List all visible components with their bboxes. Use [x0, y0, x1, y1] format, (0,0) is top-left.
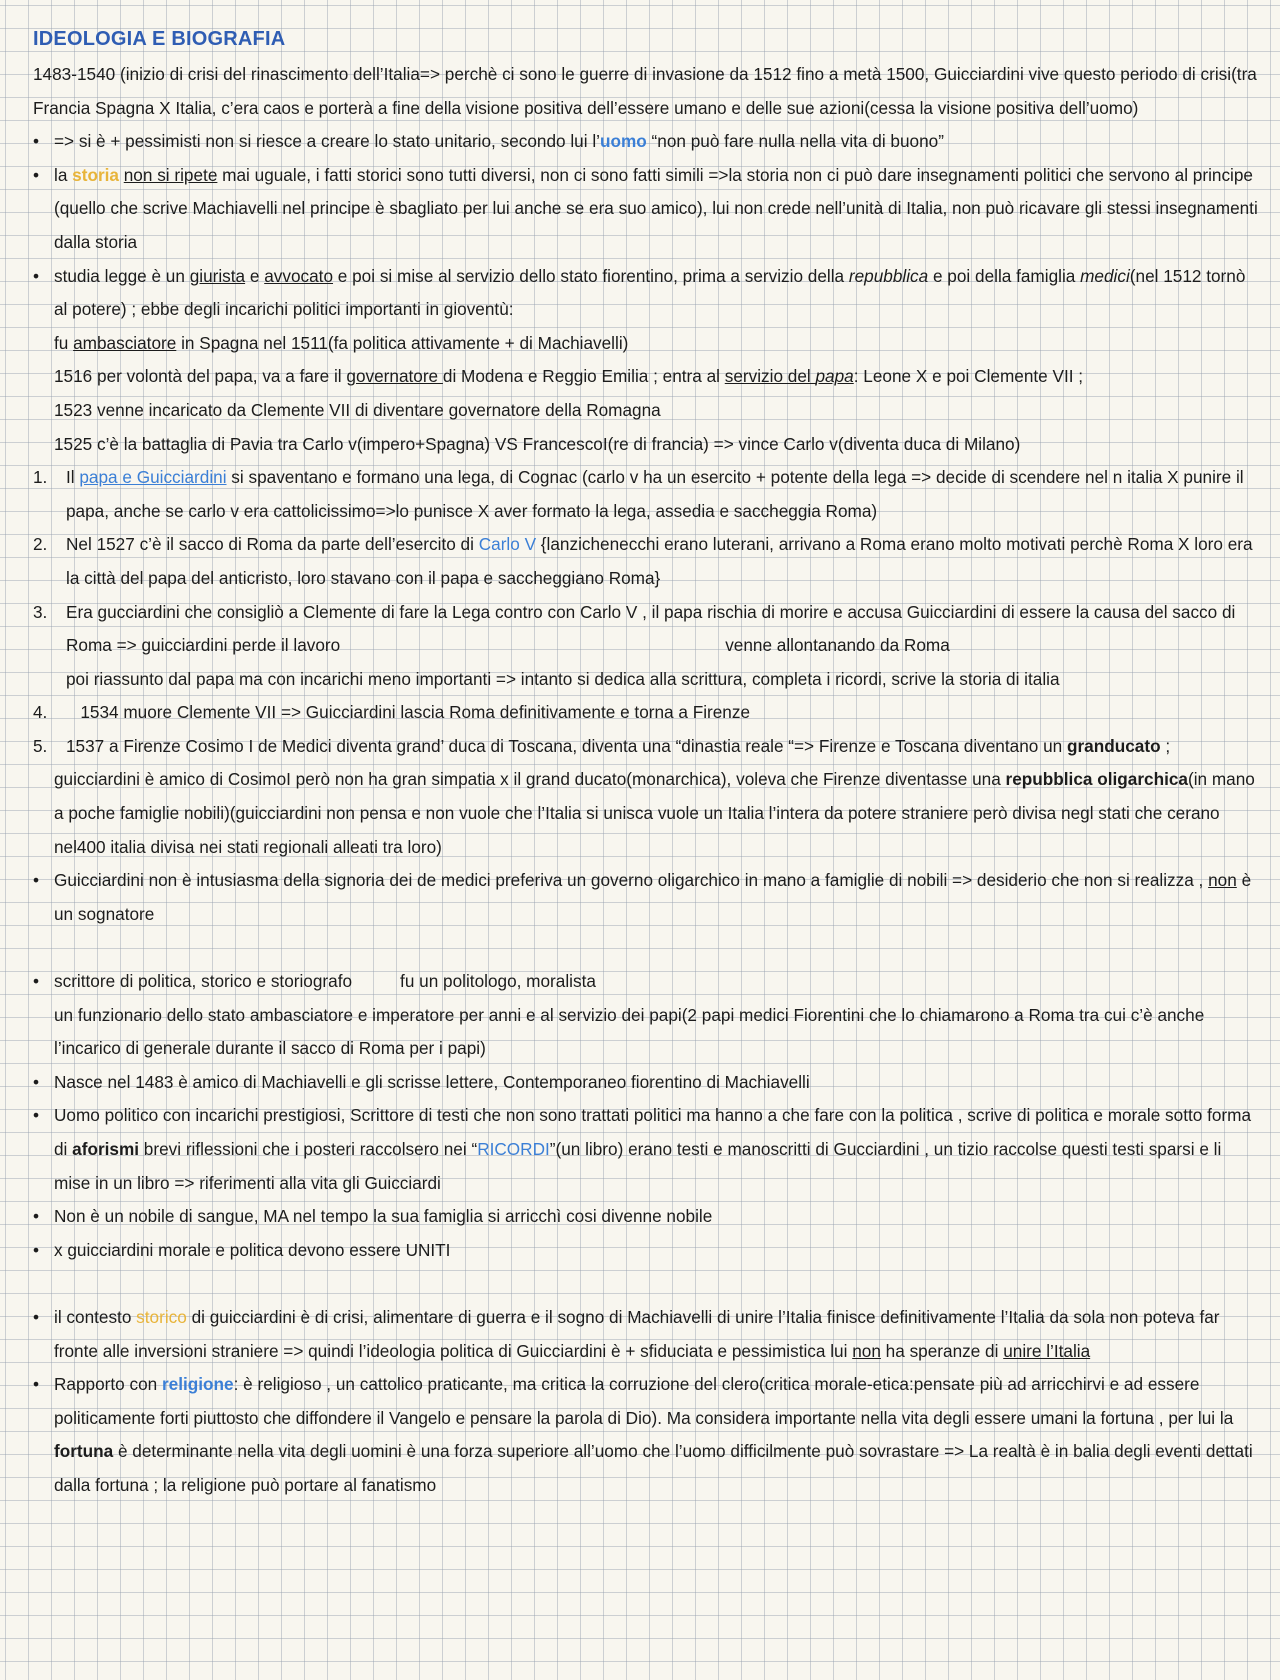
- list-item: • Non è un nobile di sangue, MA nel tempo la sua famiglia si arricchì cosi divenne nobile: [33, 1200, 1258, 1234]
- list-item: • Rapporto con religione: è religioso , un cattolico praticante, ma critica la corruzione del clero(critica morale-etica:pensate più ad arricchirvi e ad essere politicamente forti piuttosto che diffondere il Vangelo e pensare la parola di Dio). Ma considera importante nella vita degli essere umani la fortuna , per lui la fortuna è determinante nella vita degli uomini è una forza superiore all’uomo che l’uomo difficilmente può sovrastare => La realtà è in balia degli eventi dettati dalla fortuna ; la religione può portare al fanatismo: [33, 1368, 1258, 1502]
- list-item: • => si è + pessimisti non si riesce a creare lo stato unitario, secondo lui l’uomo “non può fare nulla nella vita di buono”: [33, 125, 1258, 159]
- keyword-uomo: uomo: [599, 131, 647, 152]
- continuation-line: 1523 venne incaricato da Clemente VII di diventare governatore della Romagna: [54, 399, 661, 420]
- list-item: • il contesto storico di guicciardini è di crisi, alimentare di guerra e il sogno di Machiavelli di unire l’Italia finisce definitivamente l’Italia da sola non poteva far fronte alle inversioni straniere => quindi l’ideologia politica di Guicciardini è + sfiduciata e pessimistica lui non ha speranze di unire l’Italia: [33, 1301, 1258, 1368]
- list-item: • scrittore di politica, storico e storiografo fu un politologo, moralista: [33, 965, 1258, 999]
- number-marker: 4.: [33, 702, 48, 723]
- intro-paragraph: 1483-1540 (inizio di crisi del rinascimento dell’Italia=> perchè ci sono le guerre di invasione da 1512 fino a metà 1500, Guicciardini vive questo periodo di crisi(tra Francia Spagna X Italia, c’era caos e porterà a fine della visione positiva dell’essere umano e delle sue azioni(cessa la visione positiva dell’uomo): [33, 64, 1257, 118]
- bullet-marker: •: [33, 164, 40, 185]
- number-marker: 3.: [33, 601, 48, 622]
- page-title: IDEOLOGIA E BIOGRAFIA: [33, 28, 286, 50]
- bullet-marker: •: [33, 1105, 40, 1126]
- list-item: • studia legge è un giurista e avvocato e poi si mise al servizio dello stato fiorentino, prima a servizio della repubblica e poi della famiglia medici(nel 1512 tornò al potere) ; ebbe degli incarichi politici importanti in gioventù:: [33, 260, 1258, 327]
- bullet-marker: •: [33, 971, 40, 992]
- numbered-item: 1. Il papa e Guicciardini si spaventano e formano una lega, di Cognac (carlo v ha un esercito + potente della lega => decide di scendere nel n italia X punire il papa, anche se carlo v era cattolicissimo=>lo punisce X aver formato la lega, assedia e saccheggia Roma): [33, 461, 1258, 528]
- list-item: • Guicciardini non è intusiasma della signoria dei de medici preferiva un governo oligarchico in mano a famiglie di nobili => desiderio che non si realizza , non è un sognatore: [33, 864, 1258, 931]
- keyword-religione: religione: [161, 1374, 234, 1395]
- numbered-item: 3. Era gucciardini che consigliò a Clemente di fare la Lega contro con Carlo V , il papa rischia di morire e accusa Guicciardini di essere la causa del sacco di Roma => guicciardini perde il lavoro venne allontanando da Roma: [33, 596, 1258, 663]
- bullet-marker: •: [33, 870, 40, 891]
- keyword-ricordi: RICORDI: [477, 1139, 550, 1159]
- continuation-line: 1516 per volontà del papa, va a fare il governatore di Modena e Reggio Emilia ; entra al servizio del papa: Leone X e poi Clemente VII ;: [54, 366, 1084, 387]
- bullet-marker: •: [33, 265, 40, 286]
- numbered-item: 2. Nel 1527 c’è il sacco di Roma da parte dell’esercito di Carlo V {lanzichenecchi erano luterani, arrivano a Roma erano molto motivati perchè Roma X loro era la città del papa del anticristo, loro stavano con il papa e saccheggiano Roma}: [33, 528, 1258, 595]
- list-item: • Uomo politico con incarichi prestigiosi, Scrittore di testi che non sono trattati politici ma hanno a che fare con la politica , scrive di politica e morale sotto forma di aforismi brevi riflessioni che i posteri raccolsero nei “RICORDI”(un libro) erano testi e manoscritti di Gucciardini , un tizio raccolse questi testi sparsi e li mise in un libro => riferimenti alla vita gli Guicciardi: [33, 1099, 1258, 1200]
- continuation-line: 1525 c’è la battaglia di Pavia tra Carlo v(impero+Spagna) VS FrancescoI(re di francia) => vince Carlo v(diventa duca di Milano): [54, 433, 1021, 454]
- list-item: • x guicciardini morale e politica devono essere UNITI: [33, 1234, 1258, 1268]
- notes-body: [33, 58, 1258, 1503]
- bullet-marker: •: [33, 1374, 40, 1395]
- continuation-line: fu ambasciatore in Spagna nel 1511(fa politica attivamente + di Machiavelli): [54, 332, 629, 353]
- keyword-papa-guicciardini: papa e Guicciardini: [79, 467, 227, 488]
- number-marker: 1.: [33, 467, 48, 488]
- bullet-marker: •: [33, 1206, 40, 1227]
- bullet-marker: •: [33, 1071, 40, 1092]
- keyword-storia: storia: [72, 164, 119, 185]
- number-marker: 2.: [33, 534, 48, 555]
- bullet-marker: •: [33, 1239, 40, 1260]
- bullet-marker: •: [33, 1306, 40, 1327]
- list-item: • Nasce nel 1483 è amico di Machiavelli e gli scrisse lettere, Contemporaneo fiorentino di Machiavelli: [33, 1066, 1258, 1100]
- numbered-item: 5. 1537 a Firenze Cosimo I de Medici diventa grand’ duca di Toscana, diventa una “dinastia reale “=> Firenze e Toscana diventano un granducato ; guicciardini è amico di CosimoI però non ha gran simpatia x il grand ducato(monarchica), voleva che Firenze diventasse una repubblica oligarchica(in mano a poche famiglie nobili)(guicciardini non pensa e non vuole che l’Italia si unisca vuole un Italia l’intera da potere straniere però divisa negl stati che cerano nel400 italia divisa nei stati regionali alleati tra loro): [33, 730, 1258, 864]
- numbered-item: 4. 1534 muore Clemente VII => Guicciardini lascia Roma definitivamente e torna a Firenze: [33, 696, 1258, 730]
- continuation-line: un funzionario dello stato ambasciatore e imperatore per anni e al servizio dei papi(2 papi medici Fiorentini che lo chiamarono a Roma tra cui c’è anche l’incarico di generale durante il sacco di Roma per i papi): [54, 1004, 1205, 1059]
- continuation-line: poi riassunto dal papa ma con incarichi meno importanti => intanto si dedica alla scrittura, completa i ricordi, scrive la storia di italia: [66, 668, 1060, 689]
- number-marker: 5.: [33, 735, 48, 756]
- keyword-storico: storico: [136, 1306, 187, 1327]
- bullet-marker: •: [33, 131, 40, 152]
- list-item: • la storia non si ripete mai uguale, i fatti storici sono tutti diversi, non ci sono fatti simili =>la storia non ci può dare insegnamenti politici che servono al principe (quello che scrive Machiavelli nel principe è sbagliato per lui anche se era suo amico), lui non crede nell’unità di Italia, non può ricavare gli stessi insegnamenti dalla storia: [33, 159, 1258, 260]
- keyword-carlo-v: Carlo V: [478, 534, 537, 555]
